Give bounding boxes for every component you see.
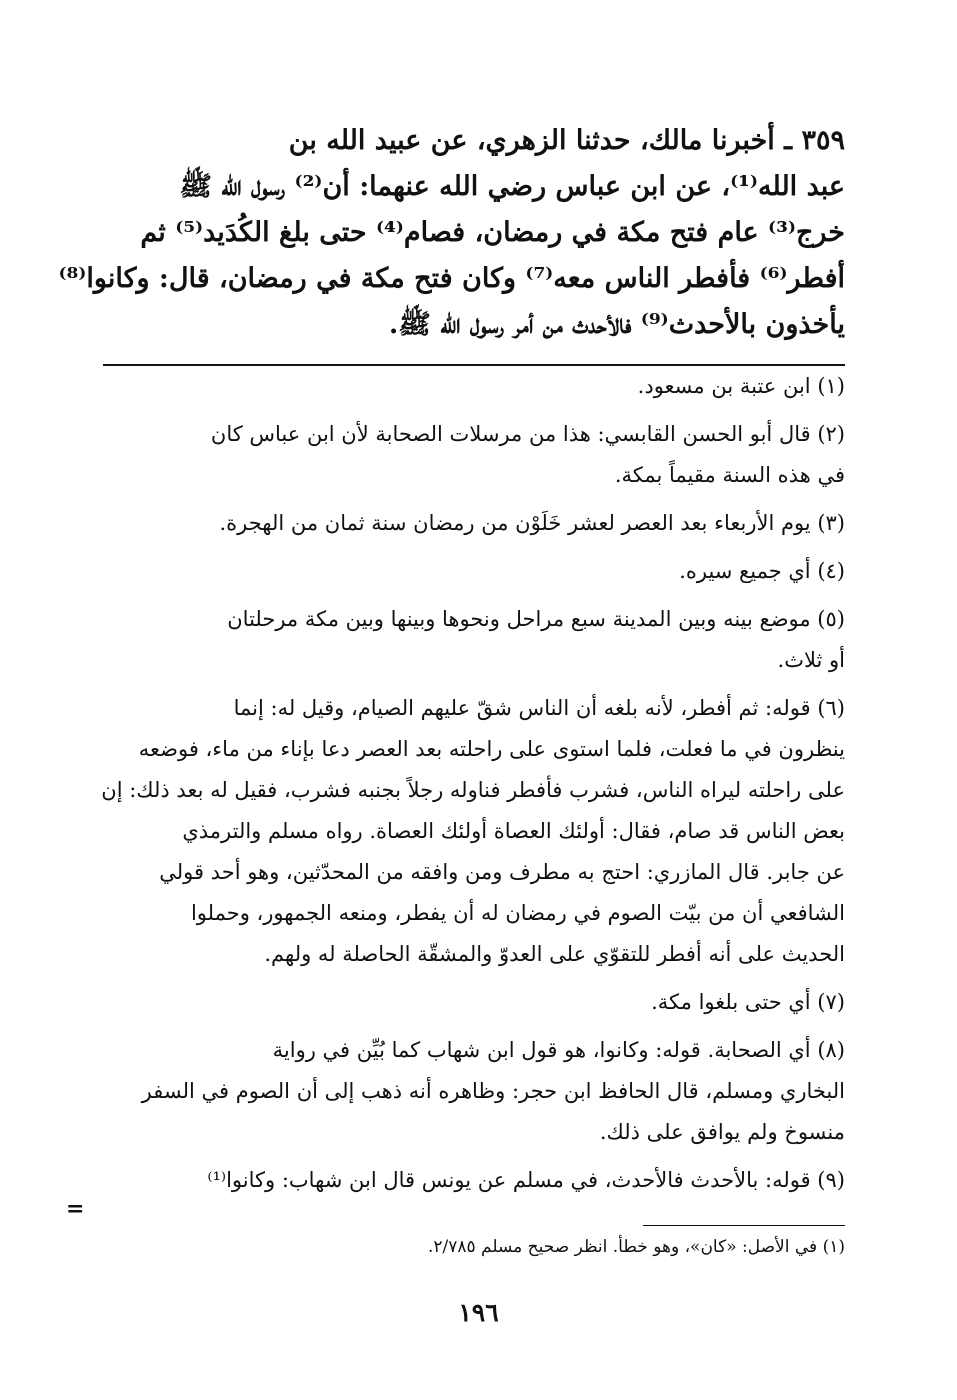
footnote-line: البخاري ومسلم، قال الحافظ ابن حجر: وظاهره أنه ذهب إلى أن الصوم في السفر [141,1079,845,1103]
footnote-line: بعض الناس قد صام، فقال: أولئك العصاة أولئك العصاة. رواه مسلم والترمذي [182,819,845,843]
footnote-line: الشافعي أن من بيّت الصوم في رمضان له أن يفطر، ومنعه الجمهور، وحملوا [190,901,845,925]
footnote-7 [103,982,845,1023]
footnotes [103,366,845,1208]
hadith-line: أفطر⁽⁶⁾ فأفطر الناس معه⁽⁷⁾ وكان فتح مكة في رمضان، قال: وكانوا⁽⁸⁾ [58,263,845,294]
footnote-2 [103,414,845,496]
footnote-line: منسوخ ولم يوافق على ذلك. [599,1120,845,1144]
footnote-4 [103,551,845,592]
page-number: ١٩٦ [458,1298,499,1327]
hadith-line: عبد الله⁽¹⁾، عن ابن عباس رضي الله عنهما: أن⁽²⁾ رسول الله ﷺ [179,171,845,202]
footnote-line: (٣) يوم الأربعاء بعد العصر لعشر خَلَوْن من رمضان سنة ثمان من الهجرة. [219,511,845,535]
footnote-line: (٥) موضع بينه وبين المدينة سبع مراحل ونحوها وبينها وبين مكة مرحلتان [227,607,845,631]
footnote-3 [103,503,845,544]
footnote-line: أو ثلاث. [777,648,845,672]
footnote-line: (٦) قوله: ثم أفطر، لأنه بلغه أن الناس شقّ عليهم الصيام، وقيل له: إنما [233,696,845,720]
footnote-line: ينظرون في ما فعلت، فلما استوى على راحلته بعد العصر دعا بإناء من ماء، فوضعه [138,737,845,761]
continuation-mark: = [66,1196,85,1222]
footnote-line: (٨) أي الصحابة. قوله: وكانوا، هو قول ابن شهاب كما بُيِّن في رواية [272,1038,845,1062]
subfootnote-divider [643,1225,845,1226]
footnote-8 [103,1030,845,1153]
footnote-line: الحديث على أنه أفطر للتقوّي على العدوّ والمشقّة الحاصلة له ولهم. [264,942,845,966]
footnote-line: (١) ابن عتبة بن مسعود. [637,374,845,398]
footnote-line: على راحلته ليراه الناس، فشرب فأفطر فناوله رجلاً بجنبه فشرب، فقيل له بعد ذلك: إن [101,778,845,802]
footnote-5 [103,599,845,681]
footnote-6 [103,688,845,975]
hadith-line: ٣٥٩ ـ أخبرنا مالك، حدثنا الزهري، عن عبيد الله بن [288,125,845,156]
hadith-line: خرج⁽³⁾ عام فتح مكة في رمضان، فصام⁽⁴⁾ حتى بلغ الكُدَيد⁽⁵⁾ ثم [140,217,845,248]
footnote-line: (٧) أي حتى بلغوا مكة. [651,990,845,1014]
footnote-line: في هذه السنة مقيماً بمكة. [614,463,845,487]
footnote-line: (٢) قال أبو الحسن القابسي: هذا من مرسلات الصحابة لأن ابن عباس كان [210,422,845,446]
hadith-text [58,118,845,348]
footnote-line: عن جابر. قال المازري: احتج به مطرف ومن وافقه من المحدّثين، وهو أحد قولي [159,860,845,884]
subfootnote: (١) في الأصل: «كان»، وهو خطأ. انظر صحيح مسلم ٢/٧٨٥. [427,1237,845,1257]
footnote-1 [103,366,845,407]
footnote-line: (٤) أي جميع سيره. [679,559,845,583]
footnote-line: (٩) قوله: بالأحدث فالأحدث، في مسلم عن يونس قال ابن شهاب: وكانوا⁽¹⁾ [207,1168,845,1192]
footnote-9 [103,1160,845,1201]
hadith-line: يأخذون بالأحدث⁽⁹⁾ فالأحدث من أمر رسول الله ﷺ. [388,309,845,340]
